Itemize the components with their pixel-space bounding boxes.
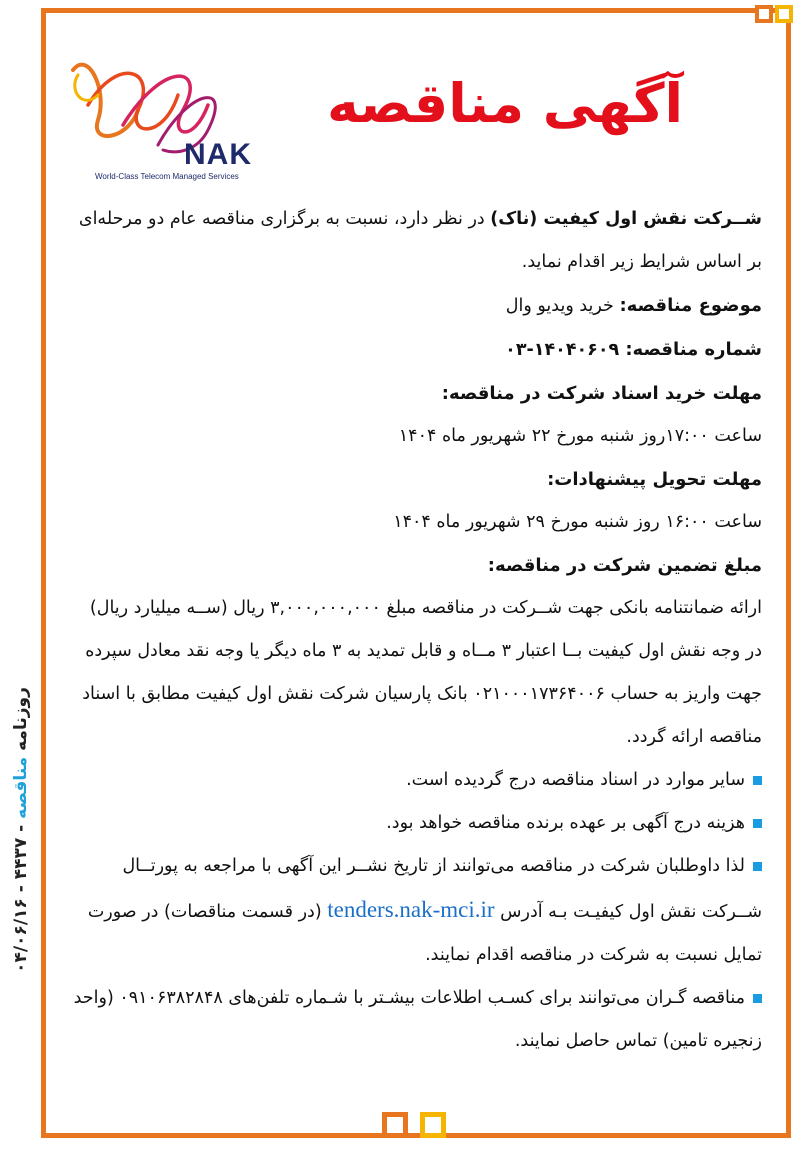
intro-text: در نظر دارد، نسبت به برگزاری مناقصه عام دو مرحله‌ای بر اساس شرایط زیر اقدام نماید. — [78, 209, 762, 272]
bottom-square-yellow — [420, 1112, 446, 1138]
bottom-square-orange — [382, 1112, 408, 1138]
bullet-square-icon — [753, 994, 762, 1003]
company-name: شــرکت نقش اول کیفیت (ناک) — [490, 209, 762, 229]
bullet-item-1 — [70, 759, 762, 802]
portal-url-link[interactable]: tenders.nak-mci.ir — [327, 897, 495, 922]
logo-brand: NAK — [184, 138, 252, 171]
submission-deadline-value: ساعت ۱۶:۰۰ روز شنبه مورخ ۲۹ شهریور ماه ۱۴۰۴ — [393, 512, 762, 532]
bullet-square-icon — [753, 862, 762, 871]
frame-corner-square-orange — [755, 5, 773, 23]
bullet-item-3 — [70, 845, 762, 977]
bullet-text: (در قسمت مناقصات) در صورت تمایل نسبت به شرکت در مناقصه اقدام نمایند. — [87, 902, 762, 965]
purchase-deadline-label: مهلت خرید اسناد شرکت در مناقصه: — [441, 383, 762, 404]
credit-prefix: روزنامه — [11, 687, 31, 757]
newspaper-credit — [6, 590, 36, 1070]
subject-value: خرید ویدیو وال — [505, 296, 620, 316]
tender-notice-body — [70, 198, 762, 1063]
bullet-square-icon — [753, 776, 762, 785]
number-line — [70, 328, 762, 372]
number-value: ۱۴۰۴۰۶۰۹-۰۳ — [505, 340, 626, 360]
page-title: آگهی مناقصه — [326, 72, 683, 135]
credit-brand: مناقصه — [11, 756, 31, 819]
bullet-square-icon — [753, 819, 762, 828]
number-label: شماره مناقصه: — [625, 339, 762, 360]
bullet-text: هزینه درج آگهی بر عهده برنده مناقصه خواهد بود. — [386, 813, 745, 833]
bullet-item-2 — [70, 802, 762, 845]
guarantee-label: مبلغ تضمین شرکت در مناقصه: — [487, 555, 762, 576]
subject-label: موضوع مناقصه: — [619, 295, 762, 316]
logo-tagline: World-Class Telecom Managed Services — [95, 172, 239, 181]
credit-suffix: - ۴۴۳۷ - ۰۴/۰۶/۱۶ — [11, 818, 31, 973]
bullet-text: سایر موارد در اسناد مناقصه درج گردیده است. — [406, 770, 745, 790]
submission-deadline-label: مهلت تحویل پیشنهادات: — [547, 469, 762, 490]
purchase-deadline-value: ساعت ۱۷:۰۰روز شنبه مورخ ۲۲ شهریور ماه ۱۴۰۴ — [398, 426, 762, 446]
bullet-item-4 — [70, 977, 762, 1063]
bullet-text: لذا داوطلبان شرکت در مناقصه می‌توانند از تاریخ نشــر این آگهی با مراجعه به پورتــال شــرکت نقش اول کیفیـت بـه آدرس — [122, 856, 762, 922]
frame-corner-square-yellow — [775, 5, 793, 23]
intro-paragraph — [70, 198, 762, 284]
guarantee-value: ارائه ضمانتنامه بانکی جهت شــرکت در مناقصه مبلغ ۳,۰۰۰,۰۰۰,۰۰۰ ریال (ســه میلیارد ریال) در وجه نقش اول کیفیت بــا اعتبار ۳ مــاه و قابل تمدید به ۳ ماه دیگر یا وجه نقد معادل سپرده جهت واریز به حساب ۰۲۱۰۰۰۱۷۳۶۴۰۰۶ بانک پارسیان شرکت نقش اول کیفیت مطابق با اسناد مناقصه ارائه گردد. — [82, 598, 762, 747]
subject-line — [70, 284, 762, 328]
bullet-text: مناقصه گـران می‌توانند برای کسـب اطلاعات بیشـتر با شـماره تلفن‌های ۰۹۱۰۶۳۸۲۸۴۸ (واحد زنجیره تامین) تماس حاصل نمایند. — [73, 988, 762, 1051]
